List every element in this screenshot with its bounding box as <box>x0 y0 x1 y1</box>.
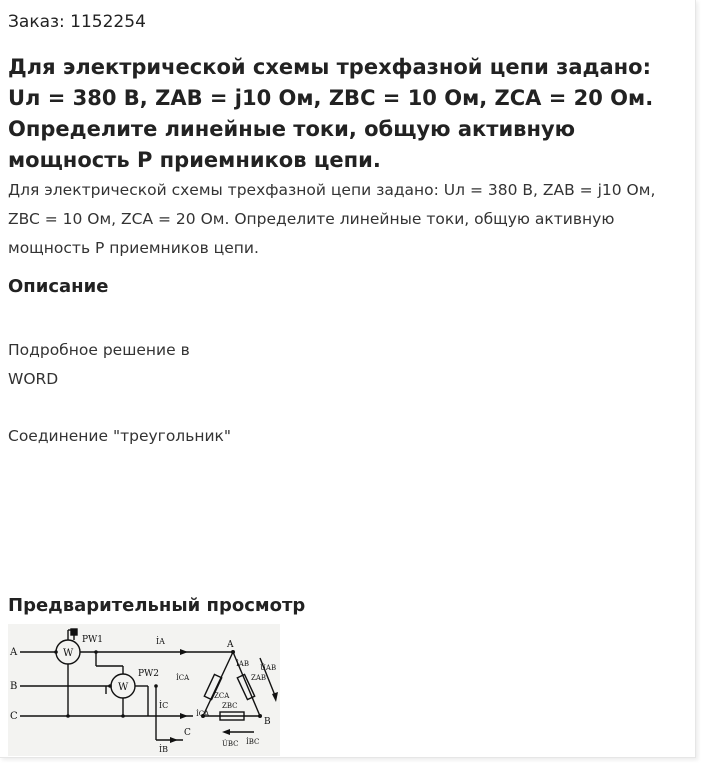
connection-note: Соединение "треугольник" <box>8 427 232 445</box>
label-phase-c: C <box>10 711 18 722</box>
voltage-ubc: U̇BC <box>222 740 239 748</box>
voltage-uab: U̇AB <box>260 664 277 672</box>
current-ica: İCA <box>176 674 190 682</box>
impedance-zca: ZCA <box>214 692 230 700</box>
circuit-diagram <box>8 624 280 756</box>
node-a: A <box>227 640 234 650</box>
node-b: B <box>264 717 271 727</box>
current-ibc-left: İCA <box>196 710 210 718</box>
label-pw2: PW2 <box>138 669 160 679</box>
impedance-zbc: ZBC <box>222 702 238 710</box>
page-title: Для электрической схемы трехфазной цепи задано: Uл = 380 В, ZAB = j10 Ом, ZBC = 10 Ом, ZCA = 20 Ом. Определите линейные токи, общую активную мощность P приемников цепи. <box>8 55 654 172</box>
current-ibc: İBC <box>246 738 260 746</box>
label-pw1: PW1 <box>82 635 104 645</box>
preview-heading: Предварительный просмотр <box>8 595 306 616</box>
current-ib: İB <box>159 745 169 754</box>
order-number: Заказ: 1152254 <box>8 12 146 32</box>
impedance-zab: ZAB <box>251 674 267 682</box>
task-description: Для электрической схемы трехфазной цепи задано: Uл = 380 В, ZAB = j10 Ом, ZBC = 10 Ом, ZCA = 20 Ом. Определите линейные токи, общую активную мощность P приемников цепи. <box>8 181 656 257</box>
wattmeter-1-symbol: W <box>63 648 74 659</box>
wattmeter-2-symbol: W <box>118 682 129 693</box>
current-ia: İA <box>156 637 165 646</box>
preview-image[interactable] <box>8 624 280 756</box>
node-c: C <box>184 728 191 738</box>
label-phase-a: A <box>10 647 18 658</box>
description-heading: Описание <box>8 276 109 297</box>
solution-note: Подробное решение в WORD <box>8 341 190 388</box>
current-iab: İAB <box>236 660 249 668</box>
current-ic: İC <box>159 701 169 710</box>
label-phase-b: B <box>10 681 18 692</box>
